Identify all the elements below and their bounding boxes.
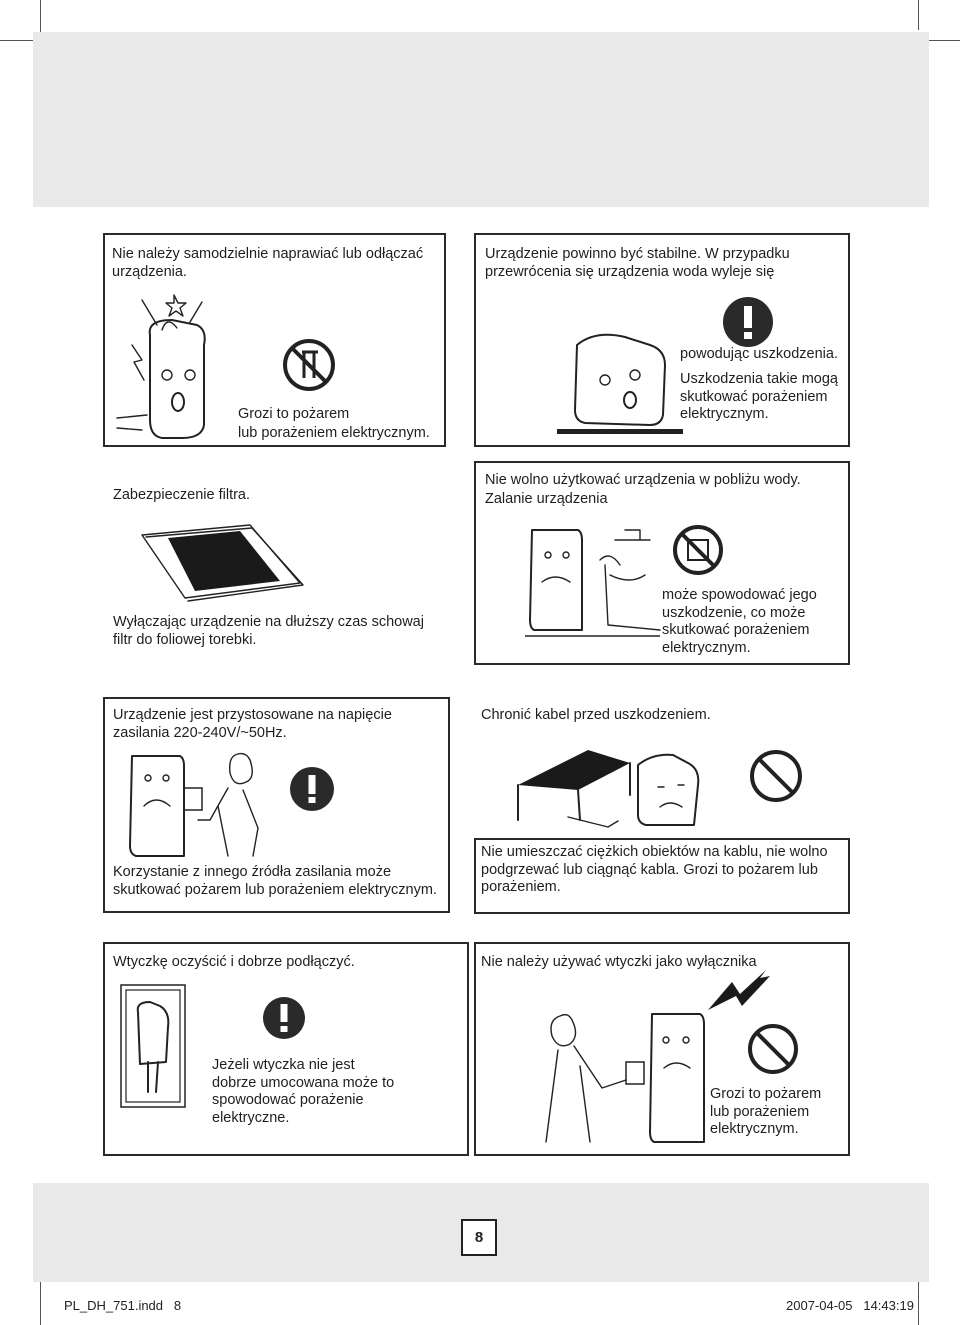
panel4-text1: Nie wolno użytkować urządzenia w pobliżu wody. bbox=[485, 472, 801, 488]
repair-illustration bbox=[112, 290, 222, 440]
page-number: 8 bbox=[461, 1219, 497, 1256]
filter-bag-illustration bbox=[140, 523, 305, 603]
warning-exclamation-icon bbox=[289, 766, 335, 812]
panel6-text1: Chronić kabel przed uszkodzeniem. bbox=[481, 707, 711, 723]
panel5-text1: Urządzenie jest przystosowane na napięcie zasilania 220-240V/~50Hz. bbox=[113, 707, 392, 741]
panel8-text1: Nie należy używać wtyczki jako wyłącznika bbox=[481, 954, 757, 970]
prohibition-icon bbox=[749, 749, 803, 803]
warning-exclamation-icon bbox=[262, 996, 306, 1040]
crop-mark bbox=[928, 40, 960, 41]
panel3-text: Wyłączając urządzenie na dłuższy czas schowaj filtr do foliowej torebki. bbox=[113, 614, 424, 648]
prohibition-icon bbox=[672, 524, 724, 576]
panel5-text2: Korzystanie z innego źródła zasilania może skutkować pożarem lub porażeniem elektrycznym. bbox=[113, 864, 437, 898]
header-band bbox=[33, 32, 929, 207]
lightning-icon bbox=[706, 968, 774, 1014]
panel2-text: Urządzenie powinno być stabilne. W przypadku przewrócenia się urządzenia woda wyleje się bbox=[485, 246, 790, 280]
prohibition-icon bbox=[747, 1023, 799, 1075]
plug-illustration bbox=[118, 982, 190, 1112]
panel6-text2: Nie umieszczać ciężkich obiektów na kablu, nie wolno podgrzewać lub ciągnąć kabla. Grozi to pożarem lub porażeniem. bbox=[481, 844, 828, 895]
panel4-text1b: Zalanie urządzenia bbox=[485, 491, 608, 507]
panel1-text: Nie należy samodzielnie naprawiać lub odłączać urządzenia. bbox=[112, 246, 424, 280]
crop-mark bbox=[918, 0, 919, 30]
cable-illustration bbox=[488, 745, 708, 837]
panel4-text2: może spowodować jego uszkodzenie, co może skutkować porażeniem elektrycznym. bbox=[662, 587, 817, 656]
footer-timestamp: 2007-04-05 14:43:19 bbox=[786, 1298, 914, 1313]
voltage-illustration bbox=[118, 748, 278, 860]
crop-mark bbox=[40, 1282, 41, 1325]
panel8-text2: Grozi to pożarem lub porażeniem elektrycznym. bbox=[710, 1086, 822, 1137]
panel2-text-line3: Uszkodzenia takie mogą skutkować porażeniem elektrycznym. bbox=[680, 371, 838, 422]
panel2-text-line2: powodując uszkodzenia. bbox=[680, 346, 838, 362]
prohibition-icon bbox=[282, 338, 336, 392]
tipped-unit-illustration bbox=[555, 325, 685, 440]
panel1-warning-line1: Grozi to pożarem bbox=[238, 406, 350, 422]
plug-switch-illustration bbox=[540, 1006, 710, 1146]
water-illustration bbox=[520, 520, 660, 645]
panel7-text2: Jeżeli wtyczka nie jest dobrze umocowana może to spowodować porażenie elektryczne. bbox=[212, 1057, 395, 1126]
panel3-title: Zabezpieczenie filtra. bbox=[113, 487, 251, 503]
warning-exclamation-icon bbox=[722, 296, 774, 348]
panel7-text1: Wtyczkę oczyścić i dobrze podłączyć. bbox=[113, 954, 355, 970]
footer-file-info: PL_DH_751.indd 8 bbox=[64, 1298, 182, 1313]
crop-mark bbox=[918, 1282, 919, 1325]
panel1-warning-line2: lub porażeniem elektrycznym. bbox=[238, 425, 430, 441]
